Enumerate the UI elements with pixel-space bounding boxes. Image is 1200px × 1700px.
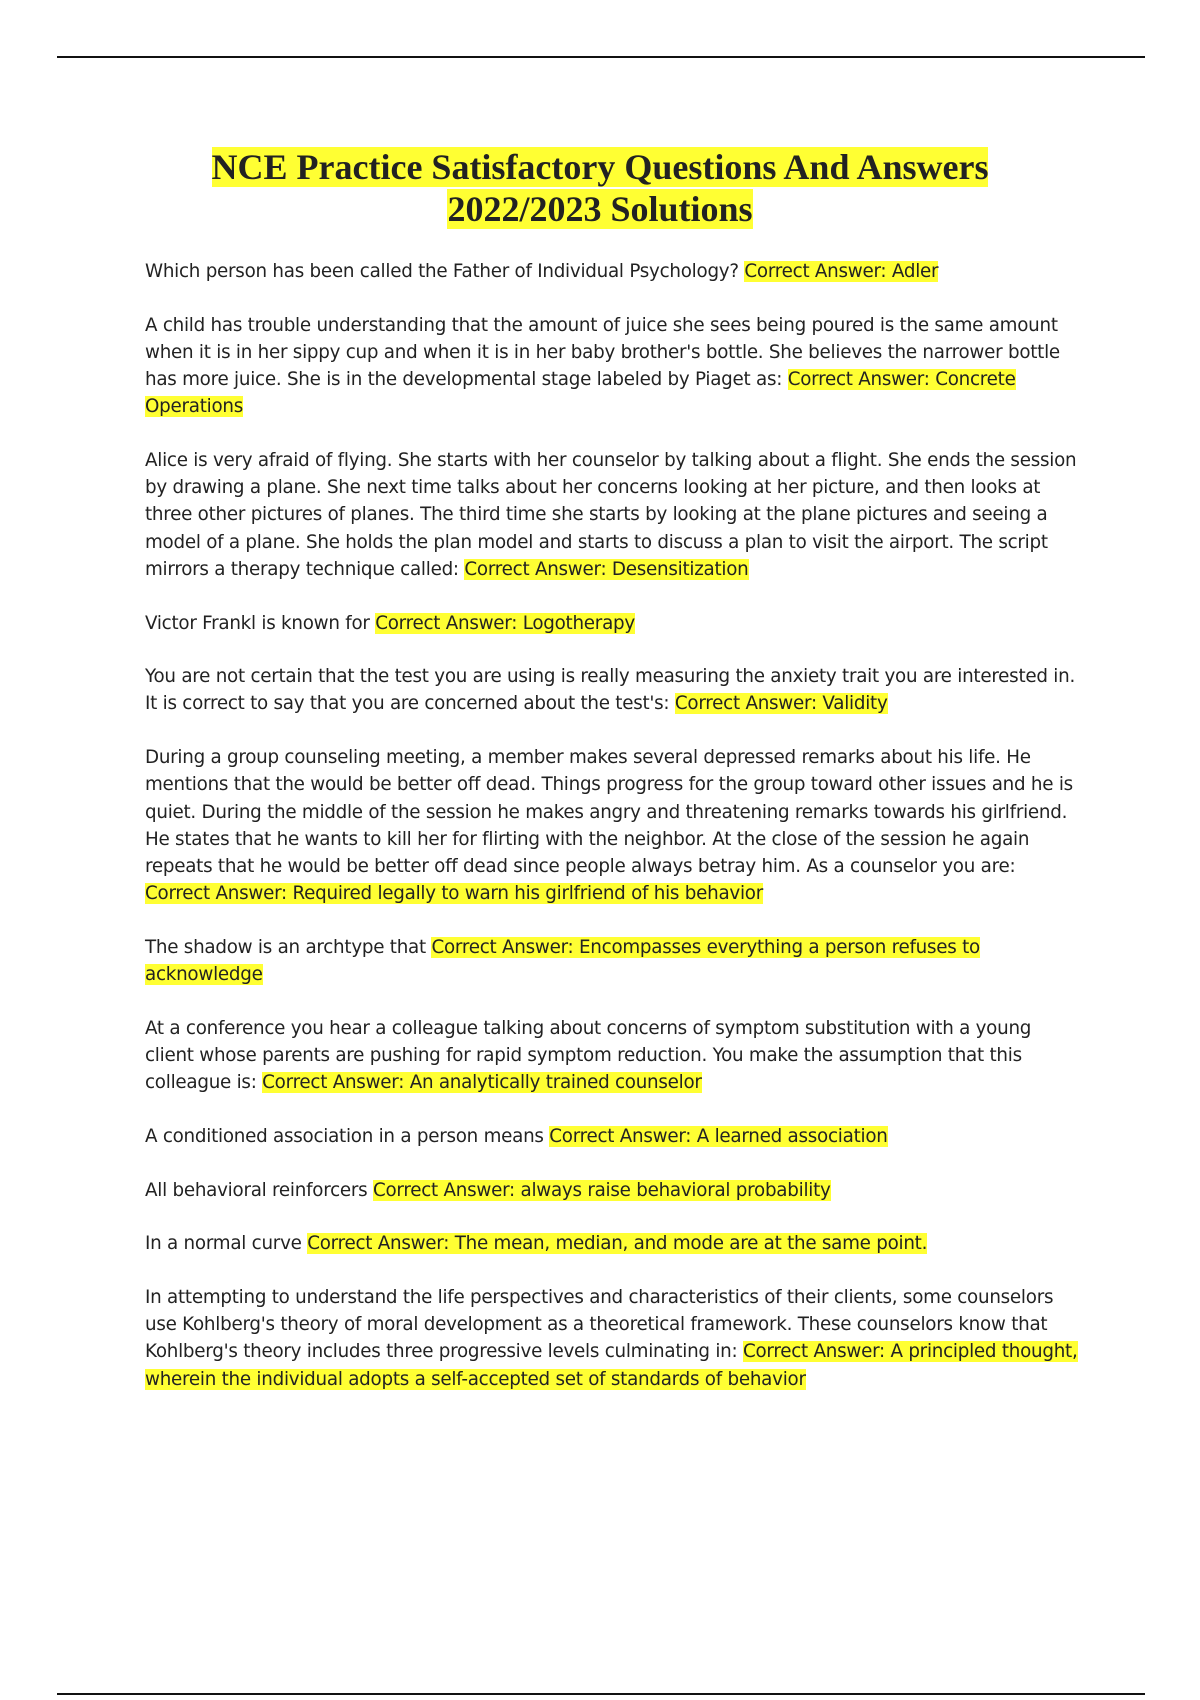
qa-item-4 — [145, 610, 1085, 637]
qa-item-8 — [145, 1015, 1085, 1097]
question-text: At a conference you hear a colleague talking about concerns of symptom substitution with a young client whose parents are pushing for rapid symptom reduction. You make the assumption that this colleague is: — [145, 1017, 1032, 1094]
answer-text: Correct Answer: The mean, median, and mode are at the same point. — [307, 1233, 928, 1255]
question-text: Victor Frankl is known for — [145, 612, 370, 634]
answer-text: Correct Answer: Desensitization — [464, 558, 749, 580]
title-line-2: 2022/2023 Solutions — [447, 189, 753, 229]
qa-item-3 — [145, 447, 1085, 583]
top-rule — [57, 56, 1145, 58]
question-text: In a normal curve — [145, 1233, 302, 1255]
question-text: During a group counseling meeting, a member makes several depressed remarks about his life. He mentions that the would be better off dead. Things progress for the group toward other issues and he is quiet. During the middle of the session he makes angry and threatening remarks towards his girlfriend. He states that he wants to kill her for flirting with the neighbor. At the close of the session he again repeats that he would be better off dead since people always betray him. As a counselor you are: — [145, 747, 1073, 877]
question-text: All behavioral reinforcers — [145, 1179, 368, 1201]
bottom-rule — [57, 1693, 1145, 1695]
qa-list — [145, 258, 1085, 1419]
answer-text: Correct Answer: Required legally to warn his girlfriend of his behavior — [145, 883, 764, 905]
answer-text: Correct Answer: Encompasses everything a person refuses to acknowledge — [145, 936, 980, 986]
answer-text: Correct Answer: An analytically trained counselor — [262, 1072, 702, 1094]
answer-text: Correct Answer: Concrete Operations — [145, 369, 1016, 418]
answer-text: Correct Answer: A learned association — [549, 1125, 888, 1147]
qa-item-11 — [145, 1230, 1085, 1257]
answer-text: Correct Answer: always raise behavioral probability — [372, 1179, 831, 1201]
qa-item-7 — [145, 934, 1085, 988]
question-text: In attempting to understand the life perspectives and characteristics of their clients, some counselors use Kohlberg's theory of moral development as a theoretical framework. These counselors know that Kohlberg's theory includes three progressive levels culminating in: — [145, 1286, 1054, 1363]
answer-text: Correct Answer: Adler — [744, 261, 939, 282]
qa-item-12 — [145, 1284, 1085, 1393]
question-text: You are not certain that the test you are using is really measuring the anxiety trait you are interested in. It is correct to say that you are concerned about the test's: — [145, 666, 1076, 715]
qa-item-9 — [145, 1123, 1085, 1150]
qa-item-2 — [145, 312, 1085, 421]
question-text: The shadow is an archtype that — [145, 936, 426, 958]
qa-item-5 — [145, 663, 1085, 717]
qa-item-10 — [145, 1177, 1085, 1204]
qa-item-6 — [145, 744, 1085, 907]
qa-item-1 — [145, 258, 1085, 285]
answer-text: Correct Answer: A principled thought, wherein the individual adopts a self-accepted set of standards of behavior — [145, 1341, 1078, 1390]
answer-text: Correct Answer: Validity — [674, 693, 888, 715]
question-text: A child has trouble understanding that the amount of juice she sees being poured is the same amount when it is in her sippy cup and when it is in her baby brother's bottle. She believes the narrower bottle has more juice. She is in the developmental stage labeled by Piaget as: — [145, 314, 1060, 391]
question-text: Which person has been called the Father of Individual Psychology? — [145, 261, 739, 282]
answer-text: Correct Answer: Logotherapy — [375, 612, 635, 634]
document-title — [100, 146, 1100, 230]
question-text: Alice is very afraid of flying. She starts with her counselor by talking about a flight. She ends the session by drawing a plane. She next time talks about her concerns looking at her picture, and then looks at three other pictures of planes. The third time she starts by looking at the plane pictures and seeing a model of a plane. She holds the plan model and starts to discuss a plan to visit the airport. The script mirrors a therapy technique called: — [145, 450, 1077, 580]
title-line-1: NCE Practice Satisfactory Questions And Answers — [211, 147, 989, 187]
question-text: A conditioned association in a person means — [145, 1125, 544, 1147]
